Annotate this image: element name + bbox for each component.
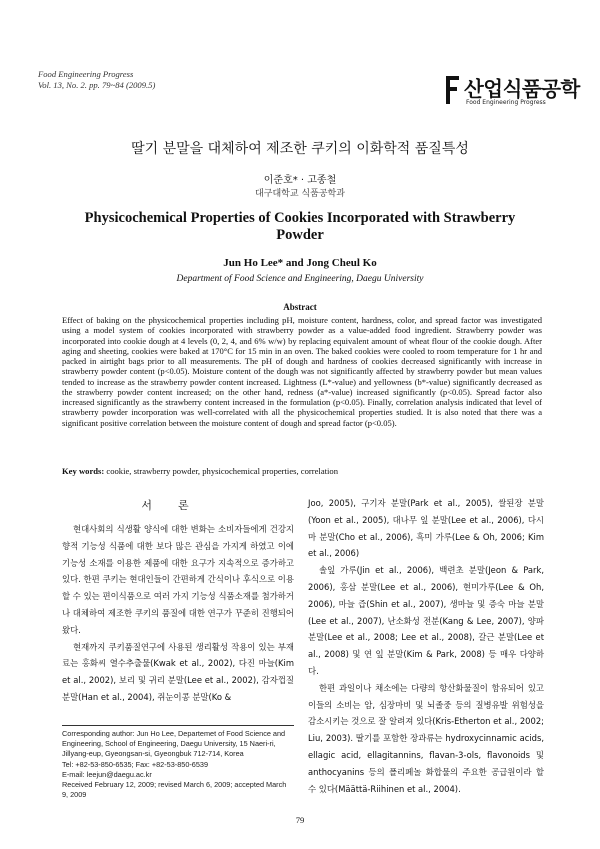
footnote-email: E-mail: leejun@daegu.ac.kr — [62, 769, 152, 779]
logo-title: 산업식품공학 — [464, 77, 580, 101]
footnote-phone: Tel: +82-53-850-6535; Fax: +82-53-850-6539 — [62, 759, 209, 769]
journal-logo — [446, 74, 580, 108]
keywords-label: Key words: — [62, 466, 105, 476]
keywords-text: cookie, strawberry powder, physicochemical properties, correlation — [104, 466, 338, 476]
footnote-divider — [62, 725, 294, 726]
title-korean: 딸기 분말을 대체하여 제조한 쿠키의 이화학적 품질특성 — [131, 141, 469, 157]
footnote-received: Received February 12, 2009; revised March 6, 2009; accepted March 9, 2009 — [62, 780, 287, 800]
footnote-author: Corresponding author: Jun Ho Lee, Departemet of Food Science and Engineering, School of Engineering, Daegu University, 15 Naeri-ri, Jillyang-eup, Gyeongsan-si, Gyeongbuk 712-714, Korea — [62, 729, 286, 759]
paragraph: 현재까지 쿠키품질연구에 사용된 생리활성 작용이 있는 부재료는 홍화씨 열수추출물(Kwak et al., 2002), 다진 마늘(Kim et al., 2002), 보리 및 귀리 분말(Lee et al., 2002), 감자껍질 분말(Han et al., 2004), 쥐눈이콩 분말(Ko & — [62, 641, 294, 702]
abstract-text: Effect of baking on the physicochemical properties including pH, moisture content, hardness, color, and spread factor was investigated using a model system of cookies incorporated with strawberry powder as a value-added food ingredient. Strawberry powder was incorporated into cookie dough at 4 levels (0, 2, 4, and 6% w/w) by replacing equivalent amount of wheat flour of the cookie dough. After aging and sheeting, cookies were baked at 170°C for 15 min in an oven. The baked cookies were cooled to room temperature for 1 hr and packed in airtight bags prior to all measurements. The pH of dough and hardness of cookies decreased significantly with increase in strawberry powder content (p<0.05). Moisture content of the dough was not significantly affected by strawberry powder but mean values tended to increase as the strawberry powder content increased. Lightness (L*-value) and yellowness (b*-value) significantly decreased as the strawberry powder content increased; on the other hand, redness (a*-value) increased significantly (p<0.05). Spread factor also increased significantly as the strawberry content increased in the formulation (p<0.05). Finally, correlation analysis indicated that level of strawberry powder incorporation was well-correlated with all the physicochemical properties studied. It is also noted that there was a significant positive correlation between the moisture content of dough and spread factor (p<0.05). — [62, 315, 542, 428]
body-column-left — [62, 521, 294, 706]
page-number: 79 — [295, 815, 305, 825]
affiliation-english: Department of Food Science and Engineering, Daegu University — [176, 274, 424, 284]
paragraph: Joo, 2005), 구기자 분말(Park et al., 2005), 쌀된장 분말(Yoon et al., 2005), 대나무 잎 분말(Lee et al., 2006), 다시마 분말(Cho et al., 2006), 흑미 가루(Lee & Oh, 2006; Kim et al., 2006) — [308, 498, 544, 559]
body-column-right — [308, 495, 544, 797]
keywords — [62, 466, 542, 476]
affiliation-korean: 대구대학교 식품공학과 — [255, 189, 345, 199]
paragraph: 솔잎 가루(Jin et al., 2006), 백련초 분말(Jeon & Park, 2006), 홍삼 분말(Lee et al., 2006), 현미가루(Lee & Oh, 2006), 마늘 즙(Shin et al., 2007), 생마늘 및 증숙 마늘 분말(Lee et al., 2007), 난소화성 전분(Kang & Lee, 2007), 양파 분말(Lee et al., 2008; Lee et al., 2008), 갈근 분말(Lee et al., 2008) 및 연 잎 분말(Kim & Park, 2008) 등 매우 다양하다. — [308, 565, 544, 676]
abstract-heading: Abstract — [283, 302, 317, 312]
authors-korean: 이준호* · 고종철 — [263, 175, 337, 186]
authors-english: Jun Ho Lee* and Jong Cheul Ko — [223, 257, 377, 269]
logo-subtitle: Food Engineering Progress — [466, 99, 546, 106]
paragraph: 한편 과일이나 채소에는 다량의 항산화물질이 함유되어 있고 이들의 소비는 암, 심장마비 및 뇌졸중 등의 질병유발 위험성을 감소시키는 것으로 잘 알려져 있다(Kris-Etherton et al., 2002; Liu, 2003). 딸기를 포함한 장과류는 hydroxycinnamic acids, ellagic acid, ellagitannins, flavan-3-ols, flavonoids 및 anthocyanins 등의 폴리페놀 화합물의 주요한 공급원이라 할 수 있다(Määttä-Riihinen et al., 2004). — [308, 682, 544, 794]
journal-name: Food Engineering Progress — [38, 69, 134, 79]
journal-volume: Vol. 13, No. 2. pp. 79~84 (2009.5) — [38, 79, 156, 90]
section-heading-introduction: 서론 — [141, 499, 215, 512]
journal-header — [38, 69, 155, 90]
logo-mark-icon — [446, 76, 460, 104]
title-english: Physicochemical Properties of Cookies Incorporated with Strawberry Powder — [84, 210, 516, 243]
corresponding-author-footnote — [62, 729, 294, 800]
paragraph: 현대사회의 식생활 양식에 대한 변화는 소비자들에게 건강지향적 기능성 식품에 대한 보다 많은 관심을 가지게 하였고 이에 기능성 소재를 이용한 제품에 대한 요구가 지속적으로 증가하고 있다. 한편 쿠키는 현대인들이 간편하게 간식이나 후식으로 이용할 수 있는 편이식품으로 여러 가지 기능성 식품소재를 첨가하거나 대체하여 제조한 쿠키의 품질에 대한 연구가 꾸준히 진행되어 왔다. — [62, 524, 294, 635]
